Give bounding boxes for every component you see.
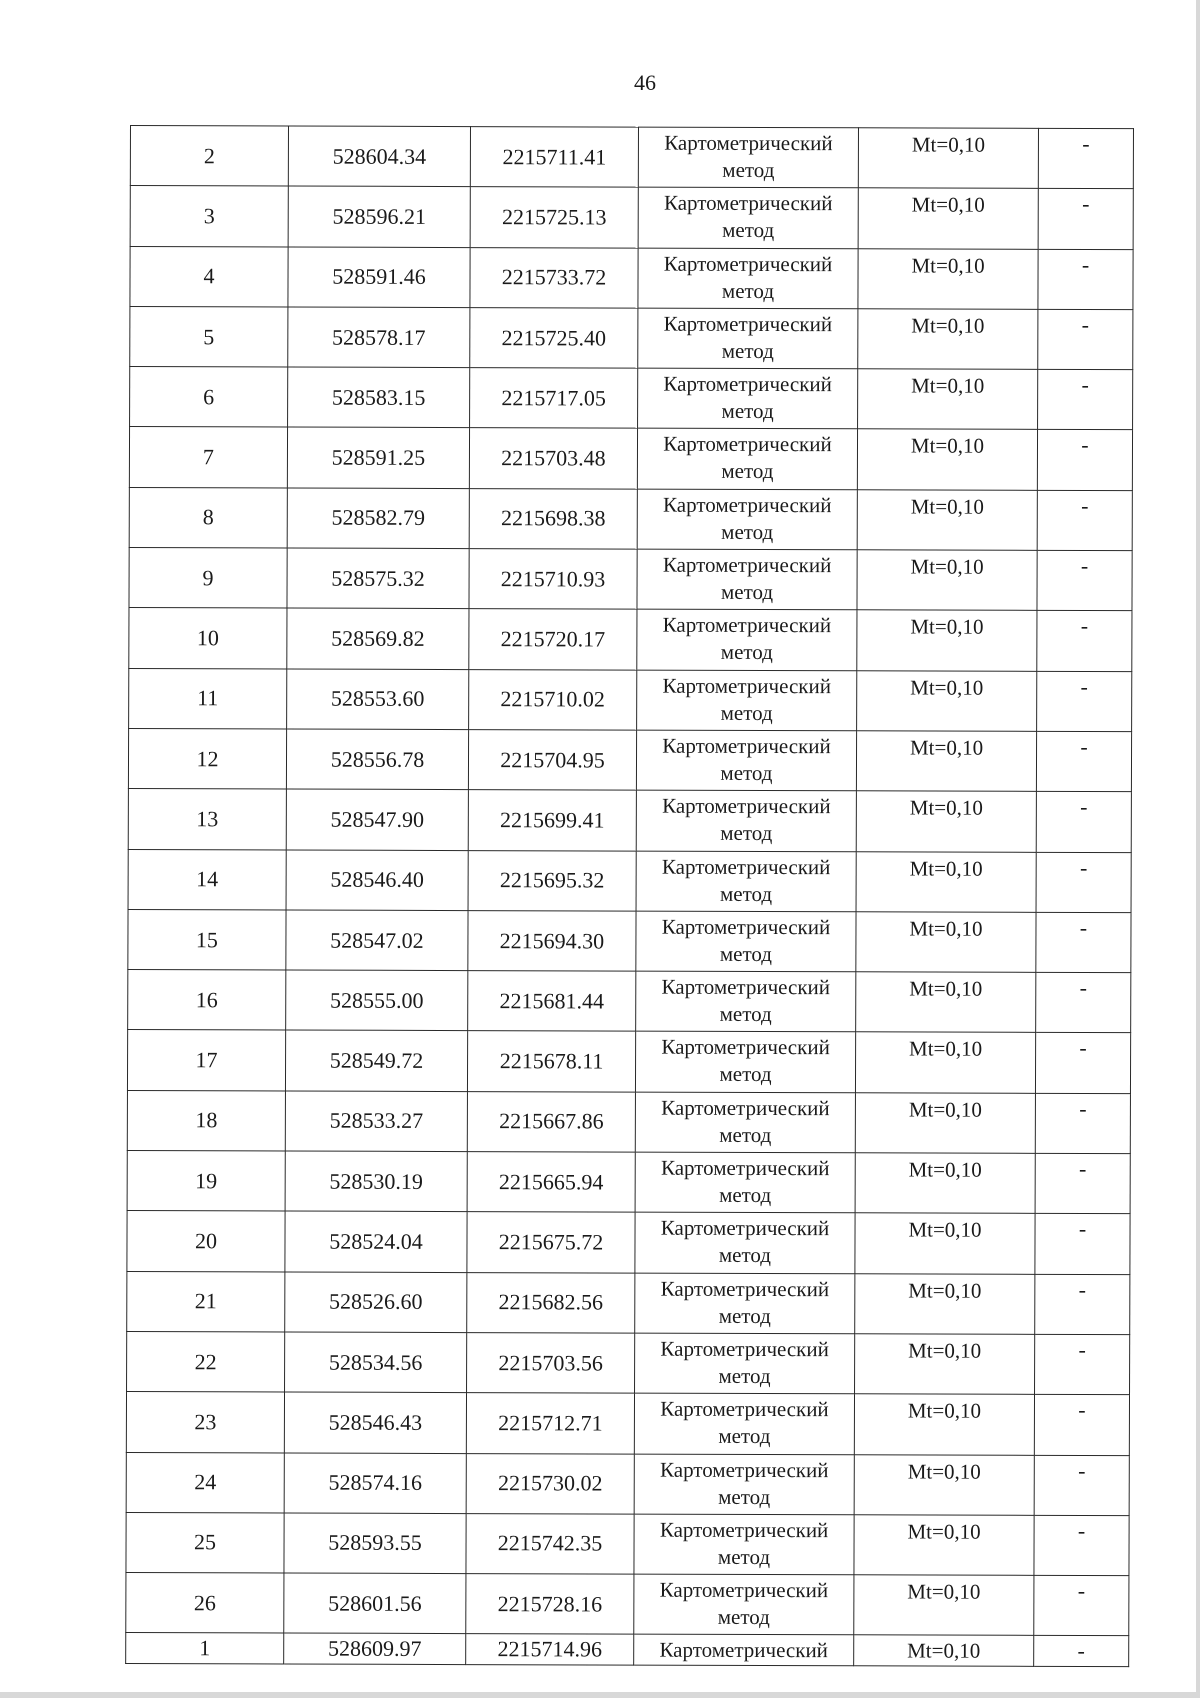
table-row	[129, 668, 1132, 731]
accuracy-cell: Mt=0,10	[854, 1394, 1034, 1455]
method-cell	[637, 489, 857, 550]
y-coordinate-cell: 2215720.17	[469, 609, 637, 670]
note-cell: -	[1034, 1455, 1129, 1516]
table-row	[129, 548, 1132, 611]
y-coordinate-cell: 2215665.94	[467, 1152, 635, 1213]
note-cell: -	[1036, 852, 1131, 913]
y-coordinate-cell: 2215725.13	[470, 187, 638, 248]
method-line-2: метод	[722, 157, 775, 183]
method-cell	[635, 1092, 855, 1153]
accuracy-cell: Mt=0,10	[855, 1032, 1035, 1093]
method-cell	[637, 670, 857, 731]
accuracy-cell: Mt=0,10	[858, 309, 1038, 370]
y-coordinate-cell: 2215717.05	[470, 368, 638, 429]
table-row	[128, 849, 1131, 912]
method-line-1: Картометрический	[661, 1095, 830, 1120]
table-row	[128, 728, 1131, 791]
table-row	[130, 246, 1133, 309]
note-cell: -	[1037, 671, 1132, 732]
accuracy-cell: Mt=0,10	[854, 1454, 1034, 1515]
method-line-1: Картометрический	[663, 432, 832, 457]
method-cell	[636, 971, 856, 1032]
accuracy-cell: Mt=0,10	[857, 670, 1037, 731]
note-cell: -	[1036, 973, 1131, 1034]
method-line-2: метод	[719, 1182, 772, 1208]
point-number-cell: 21	[127, 1271, 285, 1332]
point-number-cell: 16	[128, 970, 286, 1031]
note-cell: -	[1038, 249, 1133, 310]
method-line-2: метод	[720, 760, 773, 785]
accuracy-cell: Mt=0,10	[855, 1093, 1035, 1154]
x-coordinate-cell: 528526.60	[285, 1272, 467, 1333]
accuracy-cell: Mt=0,10	[856, 731, 1036, 792]
method-cell	[638, 248, 858, 309]
table-row	[126, 1512, 1129, 1575]
table-row	[126, 1392, 1129, 1455]
method-line-2: метод	[719, 1122, 772, 1147]
accuracy-cell: Mt=0,10	[855, 1213, 1035, 1274]
x-coordinate-cell: 528534.56	[285, 1332, 467, 1393]
table-row	[130, 367, 1133, 430]
method-line-1: Картометрический	[661, 854, 831, 879]
y-coordinate-cell: 2215725.40	[470, 307, 638, 368]
note-cell: -	[1037, 430, 1132, 491]
point-number-cell: 7	[129, 427, 287, 488]
note-cell: -	[1034, 1636, 1129, 1667]
method-line-1: Картометрический	[661, 974, 831, 1000]
y-coordinate-cell: 2215730.02	[466, 1453, 634, 1514]
table-row	[127, 1151, 1130, 1214]
point-number-cell: 5	[130, 306, 288, 367]
accuracy-cell: Mt=0,10	[858, 128, 1038, 189]
x-coordinate-cell: 528593.55	[284, 1513, 466, 1574]
y-coordinate-cell: 2215699.41	[468, 790, 636, 851]
x-coordinate-cell: 528524.04	[285, 1211, 467, 1272]
x-coordinate-cell: 528533.27	[285, 1091, 467, 1152]
coordinates-table	[125, 125, 1134, 1668]
method-cell	[638, 368, 858, 429]
accuracy-cell: Mt=0,10	[855, 1153, 1035, 1214]
note-cell: -	[1037, 611, 1132, 672]
method-line-1: Картометрический	[660, 1336, 829, 1362]
method-line-2: метод	[719, 1062, 772, 1087]
method-line-1: Картометрический	[663, 371, 832, 397]
point-number-cell: 24	[126, 1452, 284, 1513]
point-number-cell: 17	[127, 1030, 285, 1091]
note-cell: -	[1037, 550, 1132, 611]
method-line-1: Картометрический	[660, 1276, 830, 1301]
table-row	[127, 1030, 1130, 1093]
method-cell	[634, 1514, 854, 1575]
point-number-cell: 26	[126, 1573, 284, 1634]
y-coordinate-cell: 2215710.02	[469, 669, 637, 730]
point-number-cell: 13	[128, 789, 286, 850]
page-edge-bottom	[0, 1692, 1200, 1698]
method-line-1: Картометрический	[663, 190, 833, 216]
point-number-cell: 15	[128, 909, 286, 970]
x-coordinate-cell: 528546.40	[286, 850, 468, 911]
method-line-2: метод	[722, 218, 775, 243]
table-row	[129, 427, 1132, 490]
method-cell	[638, 187, 858, 248]
accuracy-cell: Mt=0,10	[857, 550, 1037, 611]
accuracy-cell: Mt=0,10	[857, 490, 1037, 551]
page-number: 46	[634, 70, 656, 95]
method-line-2: метод	[718, 1424, 771, 1449]
method-cell	[636, 790, 856, 851]
table-row	[130, 306, 1133, 369]
y-coordinate-cell: 2215667.86	[467, 1091, 635, 1152]
method-line-1: Картометрический	[662, 733, 831, 759]
x-coordinate-cell: 528556.78	[286, 729, 468, 790]
method-line-2: метод	[718, 1243, 772, 1268]
coordinates-table-body	[126, 126, 1134, 1668]
method-line-1: Картометрический	[662, 552, 832, 578]
accuracy-cell: Mt=0,10	[856, 851, 1036, 912]
method-line-2: метод	[718, 1363, 771, 1388]
y-coordinate-cell: 2215728.16	[466, 1574, 634, 1635]
x-coordinate-cell: 528547.90	[286, 789, 468, 850]
method-cell	[635, 1273, 855, 1334]
page-edge-right	[1196, 0, 1200, 1698]
accuracy-cell: Mt=0,10	[857, 429, 1037, 490]
table-row	[126, 1573, 1129, 1636]
y-coordinate-cell: 2215703.48	[469, 428, 637, 489]
x-coordinate-cell: 528569.82	[287, 608, 469, 669]
y-coordinate-cell: 2215682.56	[467, 1272, 635, 1333]
x-coordinate-cell: 528583.15	[288, 367, 470, 428]
method-line-2: метод	[720, 640, 773, 665]
accuracy-cell: Mt=0,10	[854, 1575, 1034, 1636]
accuracy-cell: Mt=0,10	[854, 1635, 1034, 1667]
method-cell	[636, 730, 856, 791]
accuracy-cell: Mt=0,10	[855, 1334, 1035, 1395]
y-coordinate-cell: 2215710.93	[469, 549, 637, 610]
note-cell: -	[1036, 792, 1131, 853]
method-cell	[638, 308, 858, 369]
method-line-1: Картометрический	[660, 1155, 830, 1181]
x-coordinate-cell: 528609.97	[284, 1633, 466, 1665]
method-cell	[635, 1212, 855, 1273]
note-cell: -	[1038, 370, 1133, 431]
x-coordinate-cell: 528578.17	[288, 307, 470, 368]
method-line-2: метод	[717, 1604, 770, 1630]
y-coordinate-cell: 2215703.56	[467, 1333, 635, 1394]
point-number-cell: 1	[126, 1633, 284, 1664]
table-row	[130, 126, 1133, 189]
point-number-cell: 8	[129, 487, 287, 548]
point-number-cell: 25	[126, 1512, 284, 1573]
method-line-2: метод	[718, 1484, 771, 1509]
accuracy-cell: Mt=0,10	[856, 912, 1036, 973]
x-coordinate-cell: 528555.00	[286, 970, 468, 1031]
table-row	[130, 186, 1133, 249]
method-line-1: Картометрический	[659, 1517, 829, 1543]
method-cell	[636, 851, 856, 912]
method-cell	[637, 609, 857, 670]
point-number-cell: 20	[127, 1211, 285, 1272]
method-line-1: Картометрический	[663, 311, 833, 337]
y-coordinate-cell: 2215714.96	[466, 1634, 634, 1666]
x-coordinate-cell: 528549.72	[285, 1030, 467, 1091]
accuracy-cell: Mt=0,10	[858, 188, 1038, 249]
x-coordinate-cell: 528574.16	[284, 1453, 466, 1514]
x-coordinate-cell: 528601.56	[284, 1573, 466, 1634]
table-row	[126, 1633, 1129, 1667]
x-coordinate-cell: 528604.34	[288, 126, 470, 187]
x-coordinate-cell: 528596.21	[288, 186, 470, 247]
note-cell: -	[1035, 1093, 1130, 1154]
point-number-cell: 10	[129, 608, 287, 669]
method-line-2: метод	[720, 579, 774, 605]
note-cell: -	[1038, 128, 1133, 189]
note-cell: -	[1034, 1395, 1129, 1456]
method-cell	[635, 1333, 855, 1394]
table-row	[128, 789, 1131, 852]
method-line-1: Картометрический	[663, 251, 833, 276]
point-number-cell: 22	[127, 1331, 285, 1392]
method-line-2: метод	[720, 821, 773, 846]
accuracy-cell: Mt=0,10	[855, 1273, 1035, 1334]
method-line-1: Картометрический	[660, 1216, 830, 1241]
method-line-2: метод	[721, 399, 774, 424]
method-line-1: Картометрический	[662, 793, 831, 819]
accuracy-cell: Mt=0,10	[858, 369, 1038, 430]
accuracy-cell: Mt=0,10	[854, 1515, 1034, 1576]
method-cell	[634, 1454, 854, 1515]
note-cell: -	[1035, 1274, 1130, 1335]
y-coordinate-cell: 2215675.72	[467, 1212, 635, 1273]
note-cell: -	[1038, 309, 1133, 370]
method-cell	[635, 1032, 855, 1093]
note-cell: -	[1035, 1153, 1130, 1214]
method-line-2: метод	[721, 278, 775, 303]
method-line-1: Картометрический	[659, 1577, 829, 1603]
y-coordinate-cell: 2215742.35	[466, 1513, 634, 1574]
method-line-2: метод	[721, 459, 774, 484]
note-cell: -	[1034, 1575, 1129, 1636]
table-row	[128, 970, 1131, 1033]
table-row	[129, 487, 1132, 550]
y-coordinate-cell: 2215704.95	[468, 730, 636, 791]
method-line-2: метод	[720, 881, 773, 906]
x-coordinate-cell: 528591.25	[287, 427, 469, 488]
accuracy-cell: Mt=0,10	[858, 248, 1038, 309]
method-line-1: Картометрический	[661, 1035, 830, 1060]
method-cell	[637, 429, 857, 490]
method-cell	[634, 1635, 854, 1667]
x-coordinate-cell: 528575.32	[287, 548, 469, 609]
method-line-1: Картометрический	[662, 673, 832, 698]
note-cell: -	[1036, 912, 1131, 973]
table-row	[128, 909, 1131, 972]
table-row	[126, 1452, 1129, 1515]
x-coordinate-cell: 528591.46	[288, 247, 470, 308]
method-cell	[635, 1152, 855, 1213]
point-number-cell: 14	[128, 849, 286, 910]
method-line-1: Картометрический	[660, 1396, 829, 1422]
x-coordinate-cell: 528530.19	[285, 1151, 467, 1212]
method-line-1: Картометрический	[661, 914, 831, 940]
x-coordinate-cell: 528546.43	[284, 1392, 466, 1453]
method-line-1: Картометрический	[660, 1457, 829, 1482]
accuracy-cell: Mt=0,10	[857, 610, 1037, 671]
method-cell	[637, 549, 857, 610]
method-line-2: метод	[720, 700, 773, 725]
y-coordinate-cell: 2215711.41	[470, 127, 638, 188]
accuracy-cell: Mt=0,10	[856, 972, 1036, 1033]
y-coordinate-cell: 2215681.44	[468, 971, 636, 1032]
point-number-cell: 18	[127, 1090, 285, 1151]
note-cell: -	[1034, 1515, 1129, 1576]
note-cell: -	[1038, 189, 1133, 250]
point-number-cell: 2	[130, 126, 288, 187]
method-line-1: Картометрический	[659, 1637, 828, 1663]
method-line-1: Картометрический	[663, 492, 832, 517]
table-row	[127, 1331, 1130, 1394]
y-coordinate-cell: 2215695.32	[468, 850, 636, 911]
table-row	[127, 1090, 1130, 1153]
point-number-cell: 23	[126, 1392, 284, 1453]
y-coordinate-cell: 2215698.38	[469, 488, 637, 549]
method-cell	[634, 1574, 854, 1635]
method-line-2: метод	[721, 519, 774, 544]
method-cell	[636, 911, 856, 972]
y-coordinate-cell: 2215733.72	[470, 247, 638, 308]
note-cell: -	[1037, 490, 1132, 551]
point-number-cell: 11	[129, 668, 287, 729]
note-cell: -	[1036, 731, 1131, 792]
point-number-cell: 3	[130, 186, 288, 247]
note-cell: -	[1035, 1334, 1130, 1395]
method-line-1: Картометрический	[664, 130, 833, 156]
table-row	[127, 1271, 1130, 1334]
method-line-2: метод	[717, 1544, 771, 1569]
note-cell: -	[1035, 1033, 1130, 1094]
x-coordinate-cell: 528582.79	[287, 488, 469, 549]
table-row	[127, 1211, 1130, 1274]
table-row	[129, 608, 1132, 671]
point-number-cell: 9	[129, 548, 287, 609]
y-coordinate-cell: 2215694.30	[468, 910, 636, 971]
method-cell	[638, 127, 858, 188]
method-cell	[634, 1393, 854, 1454]
note-cell: -	[1035, 1214, 1130, 1275]
point-number-cell: 12	[128, 728, 286, 789]
method-line-1: Картометрический	[662, 613, 832, 638]
point-number-cell: 19	[127, 1151, 285, 1212]
method-line-2: метод	[718, 1303, 771, 1328]
y-coordinate-cell: 2215712.71	[466, 1393, 634, 1454]
x-coordinate-cell: 528547.02	[286, 910, 468, 971]
method-line-2: метод	[719, 941, 772, 966]
point-number-cell: 4	[130, 246, 288, 307]
x-coordinate-cell: 528553.60	[287, 669, 469, 730]
method-line-2: метод	[719, 1002, 772, 1027]
point-number-cell: 6	[130, 367, 288, 428]
y-coordinate-cell: 2215678.11	[467, 1031, 635, 1092]
method-line-2: метод	[721, 338, 774, 363]
accuracy-cell: Mt=0,10	[856, 791, 1036, 852]
